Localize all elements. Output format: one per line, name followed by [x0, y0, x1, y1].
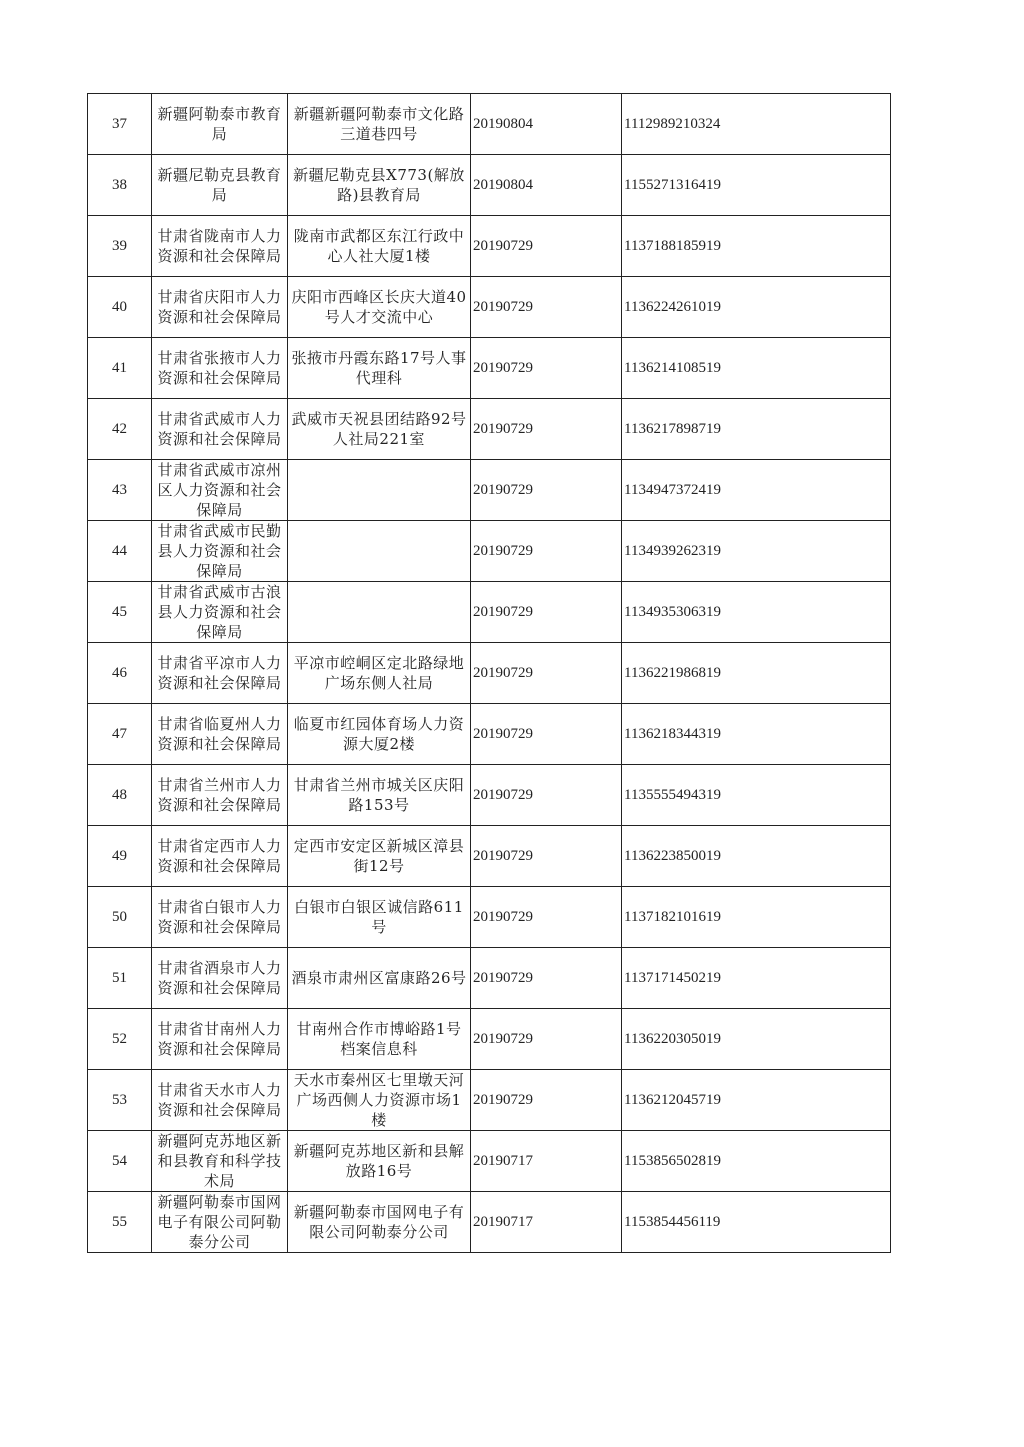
date-cell: 20190729: [471, 582, 622, 643]
address-cell: 新疆阿勒泰市国网电子有限公司阿勒泰分公司: [288, 1192, 471, 1253]
table-row: [88, 1009, 891, 1070]
tracking-code-cell: 1136214108519: [622, 338, 891, 399]
date-cell: 20190729: [471, 216, 622, 277]
date-cell: 20190729: [471, 826, 622, 887]
row-number-cell: 55: [88, 1192, 152, 1253]
date-cell: 20190729: [471, 948, 622, 1009]
date-cell: 20190729: [471, 765, 622, 826]
row-number-cell: 52: [88, 1009, 152, 1070]
table-row: [88, 277, 891, 338]
organization-cell: 新疆尼勒克县教育局: [152, 155, 288, 216]
row-number-cell: 39: [88, 216, 152, 277]
tracking-code-cell: 1137171450219: [622, 948, 891, 1009]
row-number-cell: 46: [88, 643, 152, 704]
date-cell: 20190729: [471, 277, 622, 338]
address-cell: 庆阳市西峰区长庆大道40号人才交流中心: [288, 277, 471, 338]
tracking-code-cell: 1136218344319: [622, 704, 891, 765]
tracking-code-cell: 1112989210324: [622, 94, 891, 155]
row-number-cell: 38: [88, 155, 152, 216]
address-cell: 武威市天祝县团结路92号人社局221室: [288, 399, 471, 460]
table-row: [88, 582, 891, 643]
row-number-cell: 54: [88, 1131, 152, 1192]
date-cell: 20190729: [471, 338, 622, 399]
tracking-code-cell: 1155271316419: [622, 155, 891, 216]
organization-cell: 新疆阿克苏地区新和县教育和科学技术局: [152, 1131, 288, 1192]
address-cell: 甘肃省兰州市城关区庆阳路153号: [288, 765, 471, 826]
organization-cell: 甘肃省天水市人力资源和社会保障局: [152, 1070, 288, 1131]
organization-cell: 甘肃省庆阳市人力资源和社会保障局: [152, 277, 288, 338]
date-cell: 20190729: [471, 643, 622, 704]
tracking-code-cell: 1136212045719: [622, 1070, 891, 1131]
tracking-code-cell: 1153856502819: [622, 1131, 891, 1192]
date-cell: 20190804: [471, 155, 622, 216]
tracking-code-cell: 1135555494319: [622, 765, 891, 826]
table-row: [88, 155, 891, 216]
table-row: [88, 887, 891, 948]
table-row: [88, 643, 891, 704]
row-number-cell: 40: [88, 277, 152, 338]
tracking-code-cell: 1137182101619: [622, 887, 891, 948]
row-number-cell: 48: [88, 765, 152, 826]
address-cell: 新疆尼勒克县X773(解放路)县教育局: [288, 155, 471, 216]
organization-cell: 甘肃省陇南市人力资源和社会保障局: [152, 216, 288, 277]
date-cell: 20190729: [471, 887, 622, 948]
row-number-cell: 47: [88, 704, 152, 765]
organization-cell: 甘肃省武威市民勤县人力资源和社会保障局: [152, 521, 288, 582]
address-cell: 新疆阿克苏地区新和县解放路16号: [288, 1131, 471, 1192]
organization-cell: 新疆阿勒泰市国网电子有限公司阿勒泰分公司: [152, 1192, 288, 1253]
tracking-code-cell: 1134939262319: [622, 521, 891, 582]
date-cell: 20190729: [471, 704, 622, 765]
table-row: [88, 948, 891, 1009]
organization-cell: 甘肃省张掖市人力资源和社会保障局: [152, 338, 288, 399]
address-cell: 新疆新疆阿勒泰市文化路三道巷四号: [288, 94, 471, 155]
date-cell: 20190717: [471, 1192, 622, 1253]
date-cell: 20190729: [471, 399, 622, 460]
organization-cell: 甘肃省武威市古浪县人力资源和社会保障局: [152, 582, 288, 643]
address-cell: 酒泉市肃州区富康路26号: [288, 948, 471, 1009]
tracking-code-cell: 1136224261019: [622, 277, 891, 338]
row-number-cell: 45: [88, 582, 152, 643]
table-row: [88, 765, 891, 826]
row-number-cell: 49: [88, 826, 152, 887]
address-cell: 定西市安定区新城区漳县街12号: [288, 826, 471, 887]
table-row: [88, 460, 891, 521]
tracking-code-cell: 1136217898719: [622, 399, 891, 460]
address-cell: 甘南州合作市博峪路1号档案信息科: [288, 1009, 471, 1070]
organization-cell: 甘肃省酒泉市人力资源和社会保障局: [152, 948, 288, 1009]
date-cell: 20190729: [471, 1070, 622, 1131]
table-row: [88, 1131, 891, 1192]
table-row: [88, 1192, 891, 1253]
row-number-cell: 51: [88, 948, 152, 1009]
address-cell: 天水市秦州区七里墩天河广场西侧人力资源市场1楼: [288, 1070, 471, 1131]
address-cell: 临夏市红园体育场人力资源大厦2楼: [288, 704, 471, 765]
organization-cell: 甘肃省白银市人力资源和社会保障局: [152, 887, 288, 948]
address-cell: [288, 582, 471, 643]
row-number-cell: 50: [88, 887, 152, 948]
date-cell: 20190729: [471, 460, 622, 521]
address-cell: [288, 521, 471, 582]
tracking-code-cell: 1134935306319: [622, 582, 891, 643]
address-cell: [288, 460, 471, 521]
table-row: [88, 399, 891, 460]
table-row: [88, 216, 891, 277]
row-number-cell: 42: [88, 399, 152, 460]
table-row: [88, 826, 891, 887]
tracking-code-cell: 1153854456119: [622, 1192, 891, 1253]
organization-cell: 甘肃省武威市凉州区人力资源和社会保障局: [152, 460, 288, 521]
records-table-body: [88, 94, 891, 1253]
table-row: [88, 521, 891, 582]
row-number-cell: 41: [88, 338, 152, 399]
row-number-cell: 43: [88, 460, 152, 521]
row-number-cell: 37: [88, 94, 152, 155]
organization-cell: 甘肃省武威市人力资源和社会保障局: [152, 399, 288, 460]
date-cell: 20190717: [471, 1131, 622, 1192]
date-cell: 20190804: [471, 94, 622, 155]
tracking-code-cell: 1136220305019: [622, 1009, 891, 1070]
table-row: [88, 704, 891, 765]
table-row: [88, 94, 891, 155]
row-number-cell: 53: [88, 1070, 152, 1131]
organization-cell: 甘肃省临夏州人力资源和社会保障局: [152, 704, 288, 765]
organization-cell: 甘肃省兰州市人力资源和社会保障局: [152, 765, 288, 826]
organization-cell: 新疆阿勒泰市教育局: [152, 94, 288, 155]
organization-cell: 甘肃省甘南州人力资源和社会保障局: [152, 1009, 288, 1070]
address-cell: 陇南市武都区东江行政中心人社大厦1楼: [288, 216, 471, 277]
row-number-cell: 44: [88, 521, 152, 582]
date-cell: 20190729: [471, 521, 622, 582]
date-cell: 20190729: [471, 1009, 622, 1070]
tracking-code-cell: 1134947372419: [622, 460, 891, 521]
address-cell: 白银市白银区诚信路611号: [288, 887, 471, 948]
tracking-code-cell: 1136221986819: [622, 643, 891, 704]
address-cell: 平凉市崆峒区定北路绿地广场东侧人社局: [288, 643, 471, 704]
table-row: [88, 338, 891, 399]
tracking-code-cell: 1137188185919: [622, 216, 891, 277]
records-table: [87, 93, 891, 1253]
organization-cell: 甘肃省定西市人力资源和社会保障局: [152, 826, 288, 887]
table-row: [88, 1070, 891, 1131]
address-cell: 张掖市丹霞东路17号人事代理科: [288, 338, 471, 399]
organization-cell: 甘肃省平凉市人力资源和社会保障局: [152, 643, 288, 704]
tracking-code-cell: 1136223850019: [622, 826, 891, 887]
